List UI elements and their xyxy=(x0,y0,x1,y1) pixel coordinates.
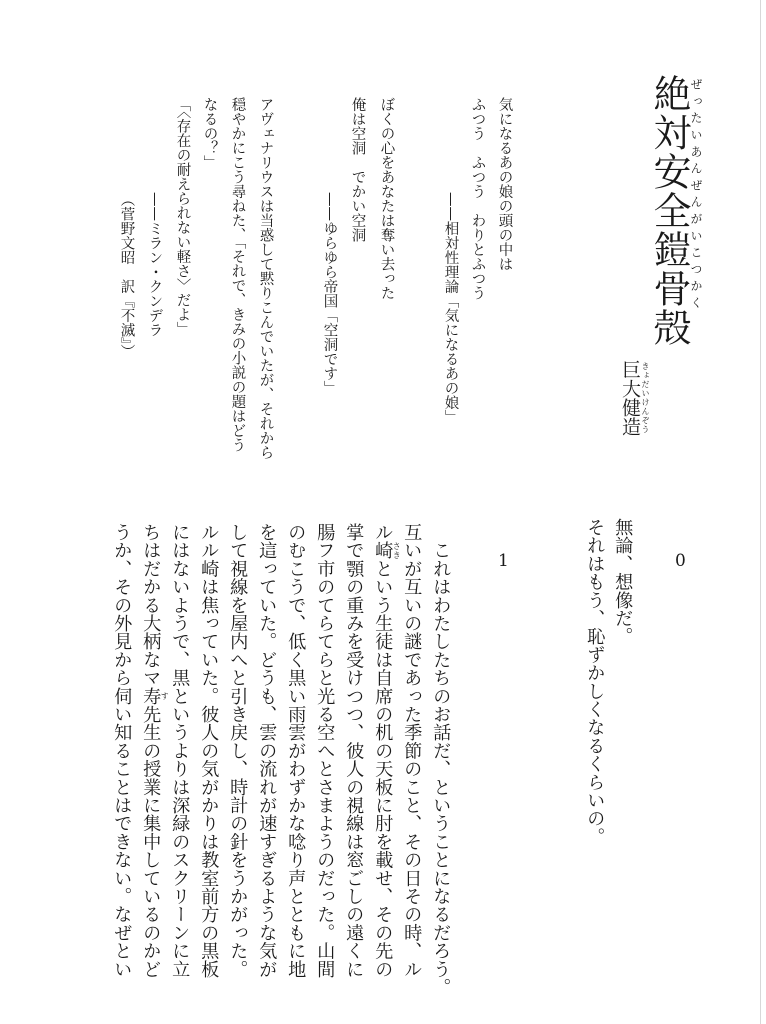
author-ruby: きょだいけんぞう xyxy=(641,362,650,434)
ruby-reading: す xyxy=(160,686,170,705)
body-line xyxy=(285,523,307,978)
body-line xyxy=(373,523,401,978)
text-segment: ちはだかる大柄なマ xyxy=(140,523,162,687)
body-line xyxy=(227,523,249,978)
ruby-base: 寿 xyxy=(140,686,162,706)
ruby-annotated-word xyxy=(372,541,402,560)
text-segment: のむこうで、低く黒い雨雲がわずかな唸り声とともに地 xyxy=(285,523,307,978)
story-title-ruby: ぜったいあんぜんがいこつかく xyxy=(689,78,703,314)
epigraph-line: なるの？」 xyxy=(201,97,218,170)
text-segment: して視線を屋内へと引き戻し、時計の針をうかがった。 xyxy=(227,523,249,978)
body-line xyxy=(111,523,133,978)
section-number: 0 xyxy=(675,551,686,571)
epigraph-translation: （菅野文昭 訳『不滅』） xyxy=(118,192,135,359)
epigraph-source: ——ゆらゆら帝国「空洞です」 xyxy=(321,192,338,395)
epigraph-line: アヴェナリウスは当惑して黙りこんでいたが、それから xyxy=(257,97,274,460)
text-segment: ルル崎は焦っていた。彼人の気がかりは教室前方の黒板 xyxy=(198,523,220,978)
text-segment: ル xyxy=(372,523,394,542)
epigraph-source: ——ミラン・クンデラ xyxy=(146,192,163,337)
body-line xyxy=(141,523,169,978)
body-line xyxy=(256,523,278,978)
text-segment: にはないようで、黒というよりは深緑のスクリーンに立 xyxy=(169,523,191,978)
section-line: それはもう、恥ずかしくなるくらいの。 xyxy=(584,518,606,846)
epigraph-line: 穏やかにこう尋ねた、「それで、きみの小説の題はどう xyxy=(229,97,246,453)
body-line xyxy=(401,523,423,978)
ruby-reading: さき xyxy=(392,541,402,560)
text-segment: うか、その外見から伺い知ることはできない。なぜとい xyxy=(111,523,133,978)
epigraph-line: ふつう ふつう わりとふつう xyxy=(469,97,486,300)
text-segment: という生徒は自席の机の天板に肘を載せ、その先の xyxy=(372,559,394,979)
body-line xyxy=(430,523,452,997)
text-segment: これはわたしたちのお話だ、ということになるだろう。 xyxy=(430,523,452,997)
epigraph-line: 気になるあの娘の頭の中は xyxy=(496,97,513,271)
story-title: 絶対安全鎧骨殻 xyxy=(647,74,691,347)
author-name: 巨大健造 xyxy=(619,360,641,436)
page-edge xyxy=(760,0,761,1024)
body-line xyxy=(198,523,220,978)
epigraph-line: 俺は空洞 でかい空洞 xyxy=(349,97,366,242)
body-line xyxy=(314,523,336,978)
section-line: 無論、想像だ。 xyxy=(612,518,634,646)
text-segment: 先生の授業に集中しているのかど xyxy=(140,705,162,979)
body-line xyxy=(169,523,191,978)
body-line xyxy=(343,523,365,978)
text-segment: を這っていた。どうも、雲の流れが速すぎるような気が xyxy=(256,523,278,978)
text-segment: 腸フ市のてらてらと光る空へとさまようのだった。山間 xyxy=(314,523,336,978)
epigraph-source: ——相対性理論「気になるあの娘」 xyxy=(442,192,459,424)
text-segment: 互いが互いの謎であった季節のこと、その日その時、ル xyxy=(401,523,423,978)
epigraph-line: 「〈存在の耐えられない軽さ〉だよ」 xyxy=(174,97,191,337)
text-segment: 掌で顎の重みを受けつつ、彼人の視線は窓ごしの遠くに xyxy=(343,523,365,978)
section-number: 1 xyxy=(498,551,509,571)
ruby-base: 崎 xyxy=(372,541,394,560)
ruby-annotated-word xyxy=(140,686,170,706)
epigraph-line: ぼくの心をあなたは奪い去った xyxy=(378,97,395,300)
